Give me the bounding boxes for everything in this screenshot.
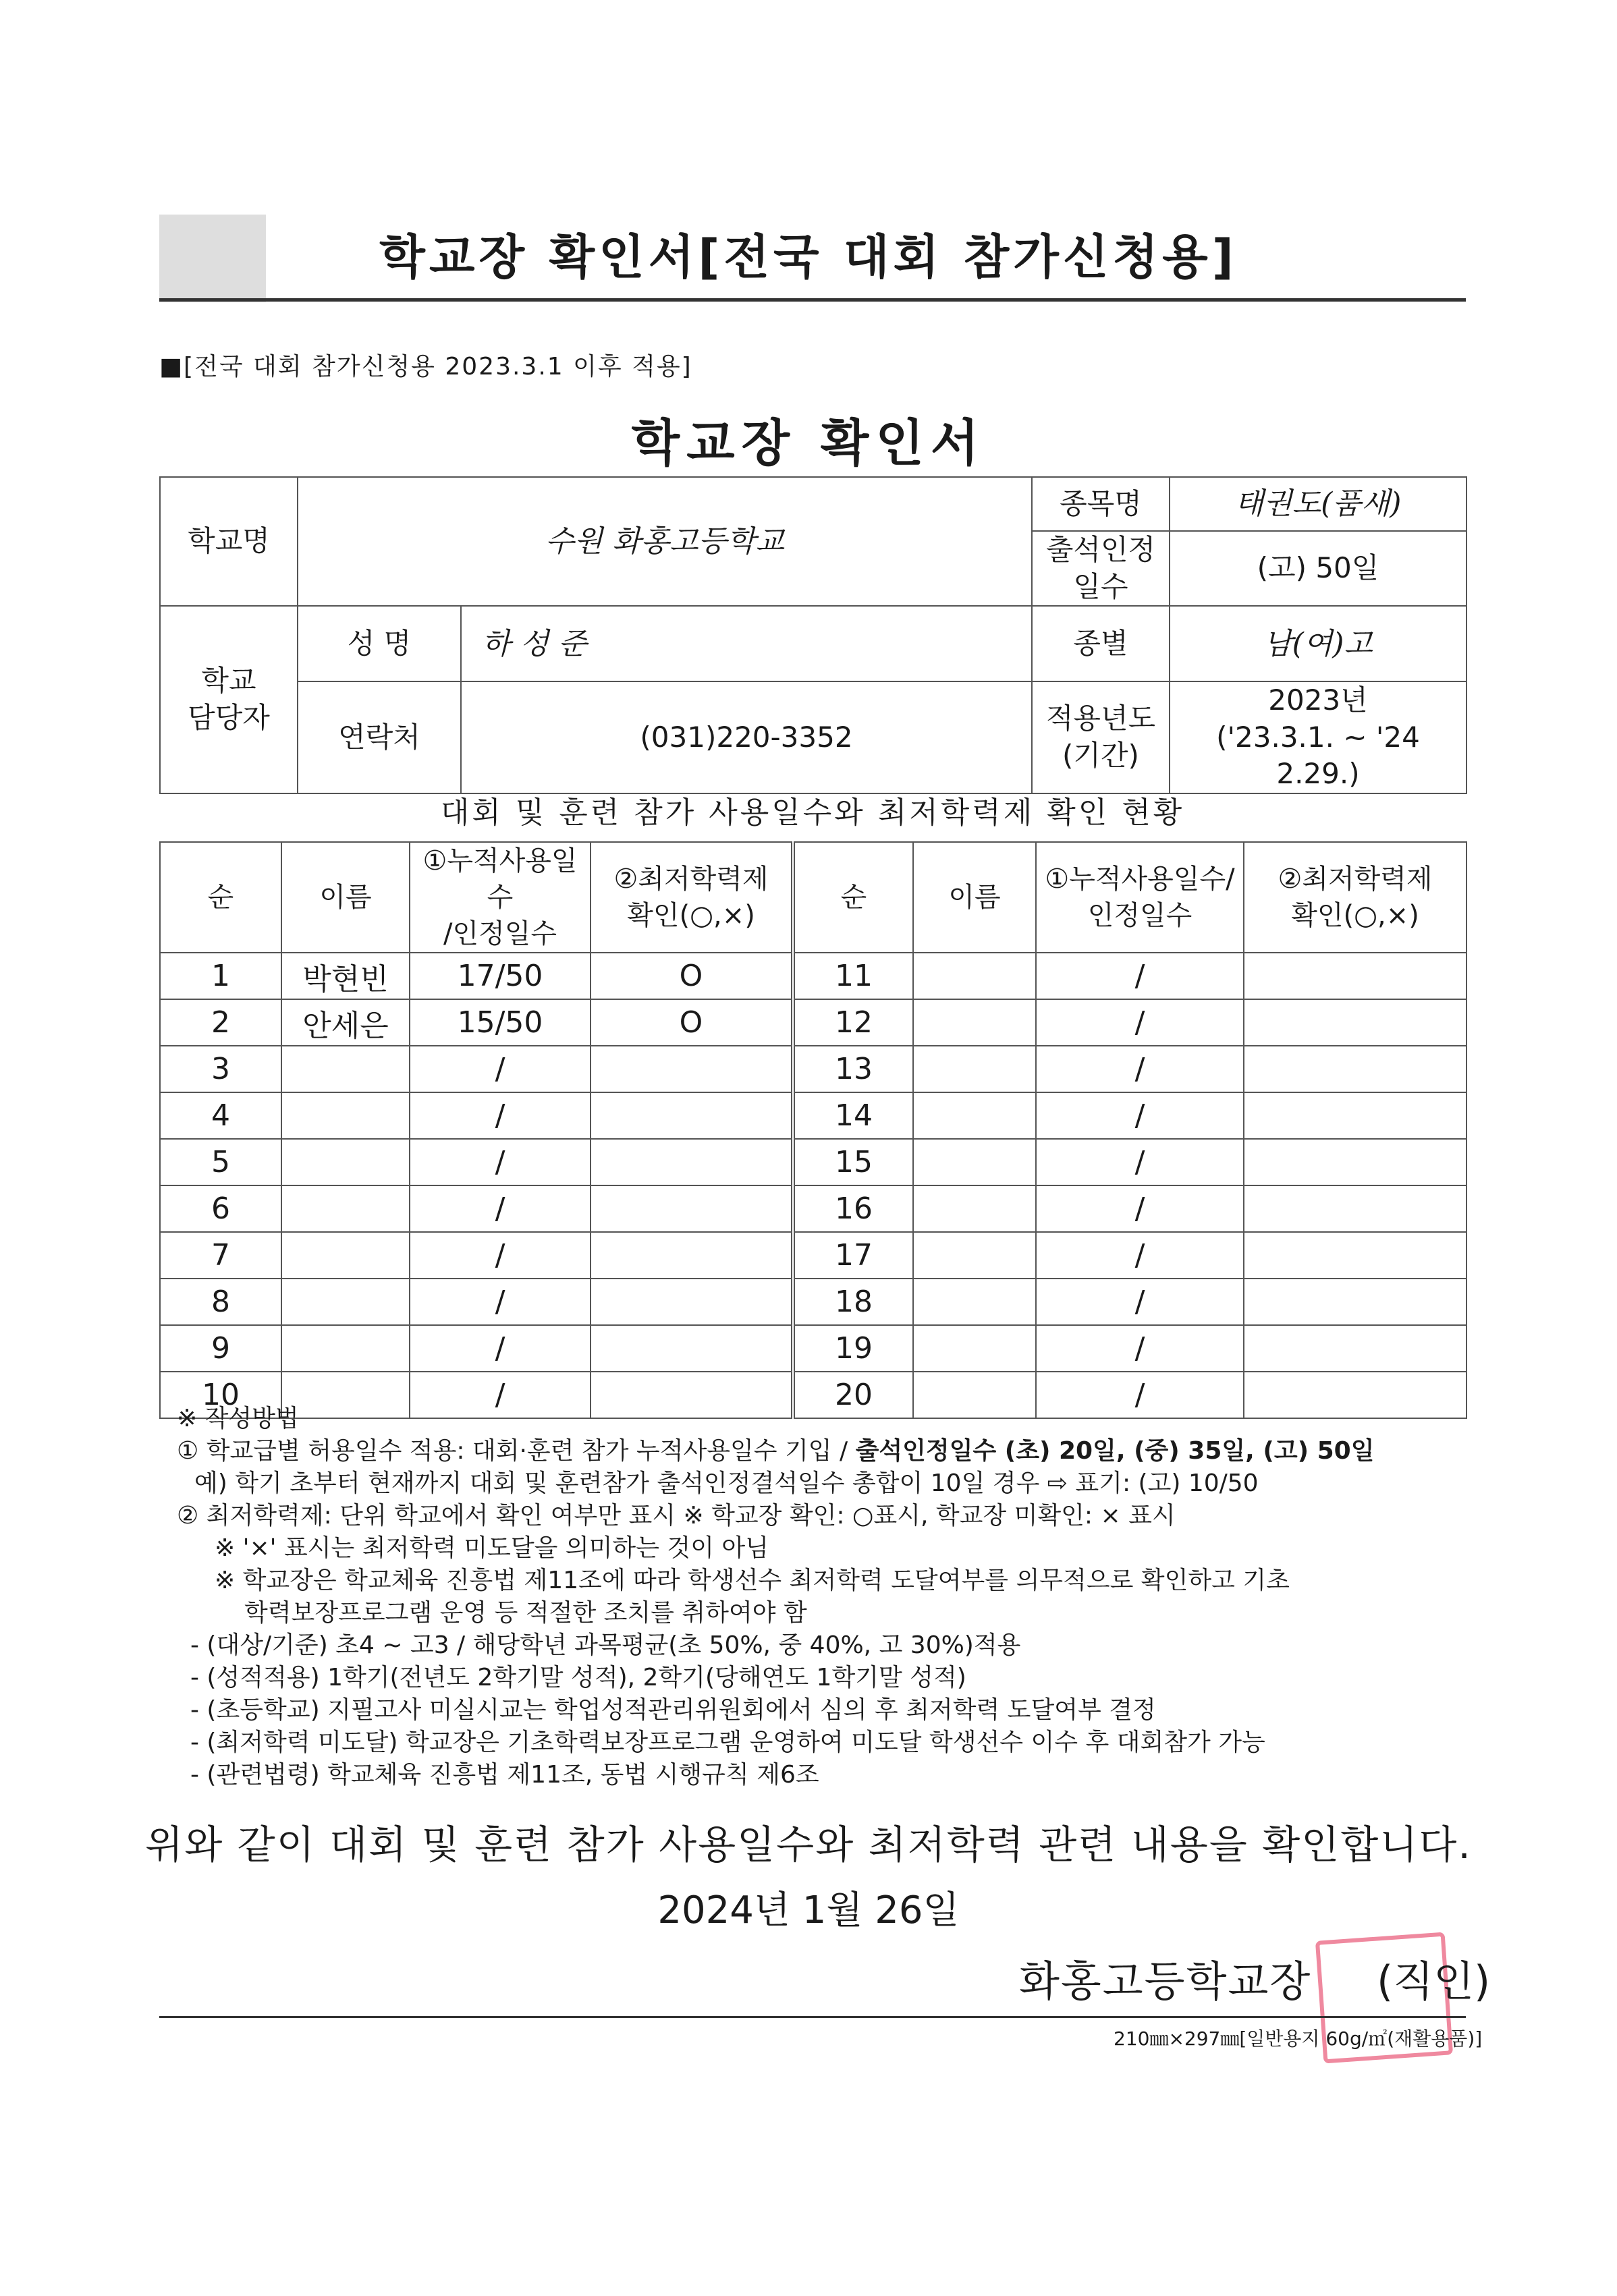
header-days-right (1036, 842, 1244, 953)
table-row (160, 1372, 1467, 1418)
row-name-left (281, 1325, 410, 1372)
attend-days-value: (고) 50일 (1170, 531, 1467, 606)
header-days-left-line1: ①누적사용일수 (422, 845, 578, 913)
guide-bullet-3: - (초등학교) 지필고사 미실시교는 학업성적관리위원회에서 심의 후 최저학력 도달여부 결정 (190, 1696, 1156, 1724)
row-check-right (1244, 1046, 1467, 1092)
row-name-left: 박현빈 (281, 953, 410, 999)
row-seq-right: 12 (793, 999, 913, 1046)
row-check-right (1244, 953, 1467, 999)
row-seq-left: 4 (160, 1092, 281, 1139)
table-row (160, 1092, 1467, 1139)
header-days-right-line2: 인정일수 (1087, 900, 1193, 931)
manager-label (160, 606, 298, 793)
school-name-label: 학교명 (160, 477, 298, 606)
row-days-right: / (1036, 1232, 1244, 1279)
section-title: 대회 및 훈련 참가 사용일수와 최저학력제 확인 현황 (440, 795, 1185, 830)
attend-days-label-line2: 일수 (1073, 569, 1128, 603)
school-name-value: 수원 화홍고등학교 (298, 477, 1032, 606)
row-name-right (913, 1325, 1036, 1372)
row-days-left: / (410, 1046, 591, 1092)
row-name-left (281, 1185, 410, 1232)
row-name-left (281, 1046, 410, 1092)
row-name-right (913, 1279, 1036, 1325)
sport-value: 태권도(품새) (1170, 477, 1467, 531)
row-seq-right: 18 (793, 1279, 913, 1325)
row-days-left: / (410, 1092, 591, 1139)
row-seq-right: 13 (793, 1046, 913, 1092)
row-days-right: / (1036, 1279, 1244, 1325)
guide-bullet-1: - (대상/기준) 초4 ~ 고3 / 해당학년 과목평균(초 50%, 중 40%, 고 30%)적용 (190, 1631, 1021, 1659)
header-check-right-line2: 확인(○,×) (1291, 900, 1419, 931)
type-value: 남(여)고 (1170, 606, 1467, 681)
row-seq-right: 11 (793, 953, 913, 999)
row-days-right: / (1036, 999, 1244, 1046)
row-days-right: / (1036, 1185, 1244, 1232)
row-seq-left: 6 (160, 1185, 281, 1232)
header-days-left-line2: /인정일수 (443, 918, 557, 949)
attend-days-label (1032, 531, 1170, 606)
row-seq-left: 7 (160, 1232, 281, 1279)
meta-line: ■[전국 대회 참가신청용 2023.3.1 이후 적용] (159, 353, 692, 381)
row-check-left (591, 1372, 793, 1418)
row-name-right (913, 1046, 1036, 1092)
row-name-right (913, 953, 1036, 999)
guide-item-1-text: ① 학교급별 허용일수 적용: 대회·훈련 참가 누적사용일수 기입 / (177, 1437, 856, 1465)
row-name-right (913, 1139, 1036, 1185)
table-row (160, 1046, 1467, 1092)
row-check-right (1244, 1185, 1467, 1232)
header-name-right: 이름 (913, 842, 1036, 953)
header-check-left-line2: 확인(○,×) (627, 900, 755, 931)
guide-note-2-cont: 학력보장프로그램 운영 등 적절한 조치를 취하여야 함 (244, 1599, 807, 1627)
header-check-right-line1: ②최저학력제 (1278, 864, 1433, 895)
row-days-right: / (1036, 1325, 1244, 1372)
row-check-right (1244, 1232, 1467, 1279)
row-name-left (281, 1279, 410, 1325)
row-check-left (591, 1279, 793, 1325)
manager-label-line1: 학교 (201, 664, 256, 698)
row-name-left: 안세은 (281, 999, 410, 1046)
apply-year-label-line2: (기간) (1062, 739, 1139, 773)
row-check-left: O (591, 999, 793, 1046)
header-days-right-line1: ①누적사용일수/ (1045, 864, 1235, 895)
guide-bullet-5: - (관련법령) 학교체육 진흥법 제11조, 동법 시행규칙 제6조 (190, 1761, 819, 1789)
row-name-right (913, 999, 1036, 1046)
row-name-left (281, 1372, 410, 1418)
row-days-right: / (1036, 1139, 1244, 1185)
row-seq-left: 3 (160, 1046, 281, 1092)
header-check-left-line1: ②최저학력제 (613, 864, 769, 895)
row-seq-right: 17 (793, 1232, 913, 1279)
row-seq-right: 19 (793, 1325, 913, 1372)
paper-spec: 210㎜×297㎜[일반용지 60g/㎡(재활용품)] (1114, 2027, 1483, 2050)
header-seq-left: 순 (160, 842, 281, 953)
apply-year-label-line1: 적용년도 (1045, 702, 1156, 735)
guide-note-2: ※ 학교장은 학교체육 진흥법 제11조에 따라 학생선수 최저학력 도달여부를 의무적으로 확인하고 기초 (215, 1567, 1290, 1594)
table-row (160, 1325, 1467, 1372)
table-row (160, 1232, 1467, 1279)
principal-title: 화홍고등학교장 (1019, 1957, 1312, 2006)
table-row (160, 1185, 1467, 1232)
manager-label-line2: 담당자 (188, 701, 270, 735)
guide-item-1 (177, 1439, 1374, 1463)
guide-item-1-example: 예) 학기 초부터 현재까지 대회 및 훈련참가 출석인정결석일수 총합이 10일 경우 ⇨ 표기: (고) 10/50 (194, 1469, 1259, 1497)
apply-year-value (1170, 681, 1467, 793)
manager-name-value: 하 성 준 (461, 606, 1032, 681)
contact-label: 연락처 (298, 681, 461, 793)
confirmation-statement: 위와 같이 대회 및 훈련 참가 사용일수와 최저학력 관련 내용을 확인합니다. (145, 1822, 1472, 1868)
row-days-left: / (410, 1279, 591, 1325)
row-days-left: / (410, 1185, 591, 1232)
type-label: 종별 (1032, 606, 1170, 681)
row-check-left (591, 1325, 793, 1372)
row-days-left: / (410, 1232, 591, 1279)
header-check-right (1244, 842, 1467, 953)
table-row (160, 1139, 1467, 1185)
row-seq-right: 14 (793, 1092, 913, 1139)
document-title: 학교장 확인서 (631, 414, 986, 472)
table-row (160, 1279, 1467, 1325)
attend-days-label-line1: 출석인정 (1045, 533, 1156, 566)
header-seq-right: 순 (793, 842, 913, 953)
guide-item-1-bold: 출석인정일수 (초) 20일, (중) 35일, (고) 50일 (855, 1437, 1375, 1465)
row-seq-left: 9 (160, 1325, 281, 1372)
row-check-left: O (591, 953, 793, 999)
row-seq-left: 10 (160, 1372, 281, 1418)
row-seq-right: 15 (793, 1139, 913, 1185)
apply-year: 2023년 (1268, 683, 1368, 717)
row-name-right (913, 1185, 1036, 1232)
header-check-left (591, 842, 793, 953)
row-seq-left: 8 (160, 1279, 281, 1325)
issue-date: 2024년 1월 26일 (657, 1888, 960, 1932)
row-seq-right: 20 (793, 1372, 913, 1418)
row-check-right (1244, 1372, 1467, 1418)
guide-bullet-4: - (최저학력 미도달) 학교장은 기초학력보장프로그램 운영하여 미도달 학생선수 이수 후 대회참가 가능 (190, 1729, 1265, 1756)
row-days-left: / (410, 1372, 591, 1418)
row-seq-left: 5 (160, 1139, 281, 1185)
header-days-left (410, 842, 591, 953)
table-row (160, 999, 1467, 1046)
row-check-left (591, 1185, 793, 1232)
row-check-left (591, 1092, 793, 1139)
sport-label: 종목명 (1032, 477, 1170, 531)
row-days-left: / (410, 1325, 591, 1372)
page-header-title: 학교장 확인서[전국 대회 참가신청용] (379, 229, 1238, 285)
seal-label: (직인) (1377, 1957, 1491, 2006)
row-days-left: / (410, 1139, 591, 1185)
row-days-right: / (1036, 1372, 1244, 1418)
row-seq-left: 1 (160, 953, 281, 999)
row-seq-right: 16 (793, 1185, 913, 1232)
row-name-right (913, 1232, 1036, 1279)
row-seq-left: 2 (160, 999, 281, 1046)
row-check-right (1244, 1279, 1467, 1325)
row-check-right (1244, 1092, 1467, 1139)
header-rule (159, 298, 1466, 302)
row-name-left (281, 1092, 410, 1139)
row-days-right: / (1036, 1092, 1244, 1139)
row-check-left (591, 1139, 793, 1185)
row-name-right (913, 1372, 1036, 1418)
apply-period: ('23.3.1. ~ '24 2.29.) (1216, 720, 1420, 791)
row-days-right: / (1036, 953, 1244, 999)
guide-item-2: ② 최저학력제: 단위 학교에서 확인 여부만 표시 ※ 학교장 확인: ○표시, 학교장 미확인: × 표시 (177, 1502, 1176, 1530)
row-name-left (281, 1139, 410, 1185)
info-table (159, 476, 1467, 794)
row-days-left: 17/50 (410, 953, 591, 999)
row-check-left (591, 1046, 793, 1092)
row-check-left (591, 1232, 793, 1279)
guide-bullet-2: - (성적적용) 1학기(전년도 2학기말 성적), 2학기(당해연도 1학기말 성적) (190, 1664, 966, 1691)
row-days-right: / (1036, 1046, 1244, 1092)
header-name-left: 이름 (281, 842, 410, 953)
row-name-right (913, 1092, 1036, 1139)
guide-heading: ※ 작성방법 (177, 1405, 299, 1432)
table-row (160, 953, 1467, 999)
row-check-right (1244, 999, 1467, 1046)
status-table (159, 841, 1467, 1419)
row-check-right (1244, 1139, 1467, 1185)
contact-value: (031)220-3352 (461, 681, 1032, 793)
table-header-row (160, 842, 1467, 953)
row-check-right (1244, 1325, 1467, 1372)
apply-year-label (1032, 681, 1170, 793)
row-name-left (281, 1232, 410, 1279)
name-label: 성 명 (298, 606, 461, 681)
guide-note-1: ※ '×' 표시는 최저학력 미도달을 의미하는 것이 아님 (215, 1534, 769, 1562)
row-days-left: 15/50 (410, 999, 591, 1046)
bottom-rule (159, 2016, 1466, 2018)
